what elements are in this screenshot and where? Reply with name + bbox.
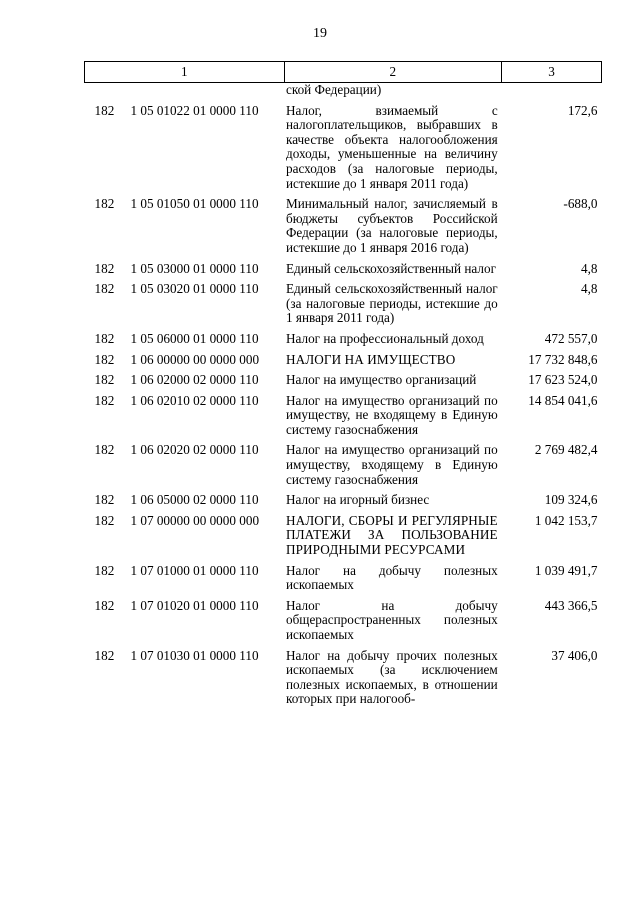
item-name: Налог на добычу общераспространенных полезных ископаемых (286, 597, 498, 642)
table-row (85, 276, 602, 326)
item-name: Налог на добычу полезных ископаемых (286, 562, 498, 593)
item-amount: 472 557,0 (544, 330, 598, 346)
continuation-row (85, 83, 602, 98)
budget-code: 1 06 05000 02 0000 110 (130, 492, 259, 508)
table-row (85, 593, 602, 643)
budget-code: 1 05 01050 01 0000 110 (130, 196, 259, 212)
table-row (85, 508, 602, 558)
item-amount: 17 732 848,6 (528, 351, 598, 367)
budget-code: 1 06 02000 02 0000 110 (130, 372, 259, 388)
budget-code: 1 06 00000 00 0000 000 (130, 351, 260, 367)
admin-code: 182 (94, 597, 115, 613)
item-name: НАЛОГИ НА ИМУЩЕСТВО (286, 351, 456, 367)
admin-code: 182 (94, 330, 115, 346)
table-row (85, 98, 602, 192)
budget-code: 1 07 01030 01 0000 110 (130, 647, 259, 663)
item-name: Налог на имущество организаций по имуществу, не входящему в Единую систему газоснабжения (286, 392, 498, 437)
budget-code: 1 05 03020 01 0000 110 (130, 281, 259, 297)
item-amount: 1 039 491,7 (534, 562, 598, 578)
item-amount: 37 406,0 (551, 647, 598, 663)
column-header-2: 2 (284, 62, 502, 83)
item-name: Налог на имущество организаций (286, 372, 477, 388)
table-row (85, 256, 602, 277)
item-amount: 4,8 (581, 260, 598, 276)
admin-code: 182 (94, 512, 115, 528)
table-row (85, 191, 602, 255)
item-amount: -688,0 (563, 196, 598, 212)
column-header-3: 3 (502, 62, 602, 83)
budget-code: 1 06 02010 02 0000 110 (130, 392, 259, 408)
item-name: Единый сельскохозяйственный налог (286, 260, 496, 276)
budget-code: 1 07 00000 00 0000 000 (130, 512, 260, 528)
item-amount: 17 623 524,0 (528, 372, 598, 388)
item-amount: 14 854 041,6 (528, 392, 598, 408)
budget-table (84, 61, 602, 707)
item-name: Единый сельскохозяйственный налог (за налоговые периоды, истекшие до 1 января 2011 года) (286, 281, 498, 326)
item-amount: 2 769 482,4 (534, 442, 598, 458)
item-name: Налог на добычу прочих полезных ископаемых (за исключением полезных ископаемых, в отношении которых при налогооб- (286, 647, 498, 707)
item-name: Налог на игорный бизнес (286, 492, 430, 508)
continuation-text: ской Федерации) (286, 82, 382, 97)
table-row (85, 367, 602, 388)
table-row (85, 487, 602, 508)
item-amount: 109 324,6 (544, 492, 598, 508)
table-header-row (85, 62, 602, 83)
budget-code: 1 05 06000 01 0000 110 (130, 330, 259, 346)
item-amount: 4,8 (581, 281, 598, 297)
table-row (85, 437, 602, 487)
item-name: Налог, взимаемый с налогоплательщиков, выбравших в качестве объекта налогообложения доходы, уменьшенные на величину расходов (за налоговые периоды, истекшие до 1 января 2011 года) (286, 102, 498, 191)
admin-code: 182 (94, 372, 115, 388)
item-name: НАЛОГИ, СБОРЫ И РЕГУЛЯРНЫЕ ПЛАТЕЖИ ЗА ПОЛЬЗОВАНИЕ ПРИРОДНЫМИ РЕСУРСАМИ (286, 512, 498, 558)
admin-code: 182 (94, 492, 115, 508)
table-row (85, 388, 602, 438)
budget-code: 1 06 02020 02 0000 110 (130, 442, 259, 458)
admin-code: 182 (94, 562, 115, 578)
admin-code: 182 (94, 392, 115, 408)
table-row (85, 558, 602, 593)
page-number: 19 (313, 26, 327, 41)
budget-code: 1 05 01022 01 0000 110 (130, 102, 259, 118)
admin-code: 182 (94, 102, 115, 118)
item-amount: 1 042 153,7 (534, 512, 598, 528)
item-name: Налог на профессиональный доход (286, 330, 484, 346)
item-amount: 443 366,5 (544, 597, 598, 613)
column-header-1: 1 (85, 62, 285, 83)
item-amount: 172,6 (567, 102, 598, 118)
admin-code: 182 (94, 260, 115, 276)
admin-code: 182 (94, 281, 115, 297)
admin-code: 182 (94, 351, 115, 367)
table-row (85, 326, 602, 347)
item-name: Минимальный налог, зачисляемый в бюджеты субъектов Российской Федерации (за налоговые периоды, истекшие до 1 января 2016 года) (286, 196, 498, 255)
table-row (85, 643, 602, 707)
budget-code: 1 07 01000 01 0000 110 (130, 562, 259, 578)
budget-code: 1 07 01020 01 0000 110 (130, 597, 259, 613)
admin-code: 182 (94, 196, 115, 212)
admin-code: 182 (94, 647, 115, 663)
item-name: Налог на имущество организаций по имуществу, входящему в Единую систему газоснабжения (286, 442, 498, 487)
admin-code: 182 (94, 442, 115, 458)
budget-code: 1 05 03000 01 0000 110 (130, 260, 259, 276)
table-row (85, 347, 602, 368)
